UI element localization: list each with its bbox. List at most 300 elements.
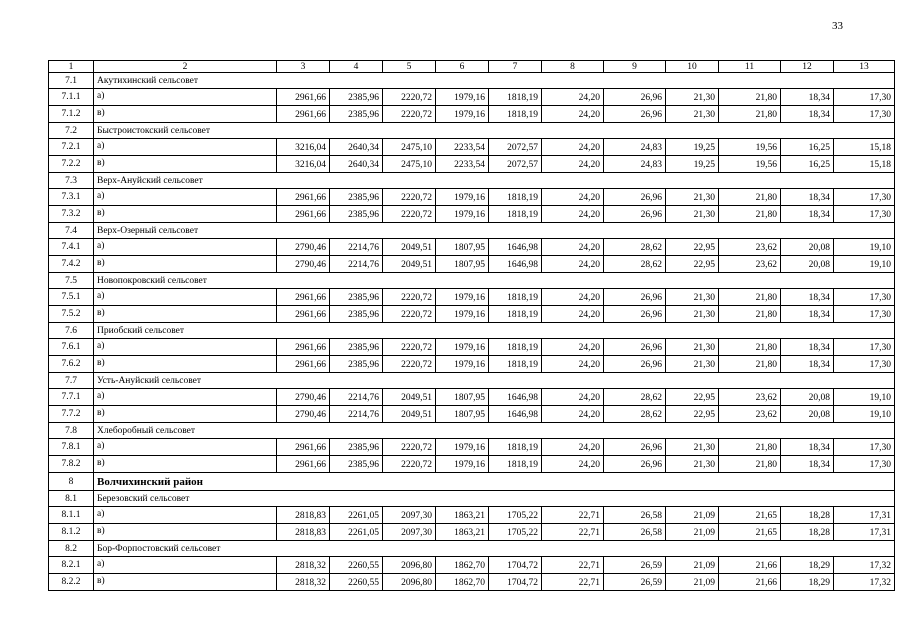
value-cell: 1818,19 (489, 289, 542, 306)
value-cell: 2961,66 (277, 89, 330, 106)
value-cell: 17,30 (834, 339, 895, 356)
table-row (49, 524, 895, 541)
value-cell: 2818,83 (277, 507, 330, 524)
table-row (49, 106, 895, 123)
district-row (49, 473, 895, 491)
table-row (49, 139, 895, 156)
section-name: Новопокровский сельсовет (94, 273, 895, 289)
value-cell: 2640,34 (330, 139, 383, 156)
value-cell: 17,31 (834, 524, 895, 541)
value-cell: 2961,66 (277, 189, 330, 206)
value-cell: 18,28 (781, 507, 834, 524)
value-cell: 2220,72 (383, 456, 436, 473)
section-row (49, 123, 895, 139)
row-code: 7.5.1 (49, 289, 94, 306)
value-cell: 2220,72 (383, 289, 436, 306)
table-row (49, 256, 895, 273)
value-cell: 2385,96 (330, 456, 383, 473)
value-cell: 2790,46 (277, 389, 330, 406)
value-cell: 21,09 (666, 557, 719, 574)
value-cell: 2818,32 (277, 574, 330, 591)
column-header: 6 (436, 61, 489, 73)
value-cell: 17,31 (834, 507, 895, 524)
value-cell: 24,20 (542, 456, 604, 473)
value-cell: 19,10 (834, 256, 895, 273)
value-cell: 1979,16 (436, 189, 489, 206)
value-cell: 26,58 (604, 507, 666, 524)
tariff-table (48, 60, 895, 591)
table-row (49, 456, 895, 473)
row-label: а) (94, 557, 277, 574)
row-code: 7.2.1 (49, 139, 94, 156)
row-code: 7.6.2 (49, 356, 94, 373)
row-label: в) (94, 306, 277, 323)
value-cell: 1818,19 (489, 356, 542, 373)
section-row (49, 173, 895, 189)
row-code: 7.1.2 (49, 106, 94, 123)
row-label: в) (94, 206, 277, 223)
value-cell: 18,34 (781, 289, 834, 306)
value-cell: 28,62 (604, 256, 666, 273)
section-name: Бор-Форпостовский сельсовет (94, 541, 895, 557)
value-cell: 24,20 (542, 89, 604, 106)
value-cell: 2961,66 (277, 106, 330, 123)
column-header: 1 (49, 61, 94, 73)
table-row (49, 507, 895, 524)
value-cell: 17,30 (834, 289, 895, 306)
table-row (49, 339, 895, 356)
value-cell: 21,80 (719, 206, 781, 223)
value-cell: 2096,80 (383, 574, 436, 591)
value-cell: 26,96 (604, 439, 666, 456)
row-code: 8.1.2 (49, 524, 94, 541)
row-label: а) (94, 289, 277, 306)
value-cell: 19,10 (834, 239, 895, 256)
value-cell: 2818,83 (277, 524, 330, 541)
value-cell: 22,95 (666, 256, 719, 273)
value-cell: 2260,55 (330, 557, 383, 574)
column-header: 7 (489, 61, 542, 73)
row-label: а) (94, 389, 277, 406)
value-cell: 21,30 (666, 306, 719, 323)
value-cell: 21,80 (719, 306, 781, 323)
value-cell: 1818,19 (489, 456, 542, 473)
value-cell: 21,80 (719, 439, 781, 456)
row-code: 7.8.1 (49, 439, 94, 456)
column-header: 12 (781, 61, 834, 73)
section-code: 7.4 (49, 223, 94, 239)
value-cell: 1807,95 (436, 406, 489, 423)
value-cell: 2961,66 (277, 306, 330, 323)
value-cell: 23,62 (719, 406, 781, 423)
row-label: в) (94, 456, 277, 473)
value-cell: 21,80 (719, 456, 781, 473)
value-cell: 23,62 (719, 256, 781, 273)
value-cell: 24,20 (542, 239, 604, 256)
table-row (49, 89, 895, 106)
value-cell: 2233,54 (436, 139, 489, 156)
value-cell: 28,62 (604, 239, 666, 256)
value-cell: 24,20 (542, 256, 604, 273)
section-name: Приобский сельсовет (94, 323, 895, 339)
value-cell: 24,20 (542, 339, 604, 356)
row-code: 7.3.1 (49, 189, 94, 206)
section-code: 7.3 (49, 173, 94, 189)
value-cell: 21,65 (719, 507, 781, 524)
value-cell: 2790,46 (277, 406, 330, 423)
section-code: 7.8 (49, 423, 94, 439)
value-cell: 22,95 (666, 389, 719, 406)
row-code: 7.4.1 (49, 239, 94, 256)
row-label: а) (94, 239, 277, 256)
value-cell: 22,71 (542, 557, 604, 574)
value-cell: 26,96 (604, 106, 666, 123)
value-cell: 3216,04 (277, 156, 330, 173)
value-cell: 2385,96 (330, 339, 383, 356)
value-cell: 21,80 (719, 89, 781, 106)
value-cell: 1979,16 (436, 106, 489, 123)
value-cell: 17,30 (834, 456, 895, 473)
value-cell: 23,62 (719, 239, 781, 256)
value-cell: 21,30 (666, 456, 719, 473)
value-cell: 26,58 (604, 524, 666, 541)
value-cell: 2790,46 (277, 256, 330, 273)
value-cell: 1818,19 (489, 206, 542, 223)
value-cell: 1979,16 (436, 289, 489, 306)
value-cell: 1705,22 (489, 507, 542, 524)
value-cell: 26,96 (604, 89, 666, 106)
value-cell: 21,30 (666, 289, 719, 306)
value-cell: 24,20 (542, 189, 604, 206)
value-cell: 17,32 (834, 557, 895, 574)
value-cell: 1646,98 (489, 239, 542, 256)
value-cell: 24,20 (542, 106, 604, 123)
value-cell: 24,20 (542, 306, 604, 323)
page-number: 33 (832, 20, 843, 32)
district-name: Волчихинский район (94, 473, 895, 491)
value-cell: 19,25 (666, 156, 719, 173)
section-code: 7.6 (49, 323, 94, 339)
value-cell: 26,96 (604, 356, 666, 373)
value-cell: 24,20 (542, 156, 604, 173)
row-label: а) (94, 339, 277, 356)
value-cell: 16,25 (781, 139, 834, 156)
value-cell: 28,62 (604, 389, 666, 406)
value-cell: 1807,95 (436, 389, 489, 406)
row-label: в) (94, 106, 277, 123)
value-cell: 1979,16 (436, 206, 489, 223)
value-cell: 1862,70 (436, 574, 489, 591)
value-cell: 22,95 (666, 406, 719, 423)
header-row (49, 61, 895, 73)
value-cell: 21,30 (666, 439, 719, 456)
value-cell: 22,95 (666, 239, 719, 256)
value-cell: 19,25 (666, 139, 719, 156)
value-cell: 24,83 (604, 156, 666, 173)
value-cell: 2233,54 (436, 156, 489, 173)
section-row (49, 423, 895, 439)
value-cell: 2385,96 (330, 189, 383, 206)
table-row (49, 406, 895, 423)
value-cell: 21,30 (666, 89, 719, 106)
table-row (49, 557, 895, 574)
row-code: 7.7.1 (49, 389, 94, 406)
row-code: 7.5.2 (49, 306, 94, 323)
value-cell: 2049,51 (383, 239, 436, 256)
value-cell: 2261,05 (330, 524, 383, 541)
value-cell: 24,20 (542, 389, 604, 406)
value-cell: 18,29 (781, 574, 834, 591)
row-label: а) (94, 89, 277, 106)
value-cell: 2220,72 (383, 106, 436, 123)
value-cell: 26,59 (604, 557, 666, 574)
value-cell: 21,30 (666, 356, 719, 373)
column-header: 3 (277, 61, 330, 73)
row-code: 7.3.2 (49, 206, 94, 223)
value-cell: 24,20 (542, 289, 604, 306)
value-cell: 1818,19 (489, 106, 542, 123)
value-cell: 1863,21 (436, 507, 489, 524)
value-cell: 1807,95 (436, 256, 489, 273)
value-cell: 1818,19 (489, 439, 542, 456)
row-label: в) (94, 406, 277, 423)
value-cell: 1979,16 (436, 356, 489, 373)
value-cell: 1818,19 (489, 189, 542, 206)
row-code: 8.2.2 (49, 574, 94, 591)
value-cell: 1818,19 (489, 89, 542, 106)
value-cell: 19,10 (834, 406, 895, 423)
value-cell: 2385,96 (330, 356, 383, 373)
value-cell: 26,96 (604, 456, 666, 473)
value-cell: 1704,72 (489, 557, 542, 574)
value-cell: 2220,72 (383, 356, 436, 373)
value-cell: 2097,30 (383, 524, 436, 541)
value-cell: 21,66 (719, 574, 781, 591)
value-cell: 19,10 (834, 389, 895, 406)
value-cell: 19,56 (719, 156, 781, 173)
value-cell: 18,34 (781, 439, 834, 456)
section-row (49, 491, 895, 507)
table-row (49, 189, 895, 206)
value-cell: 26,59 (604, 574, 666, 591)
table-row (49, 239, 895, 256)
value-cell: 2385,96 (330, 206, 383, 223)
value-cell: 2961,66 (277, 206, 330, 223)
value-cell: 2220,72 (383, 206, 436, 223)
value-cell: 1979,16 (436, 439, 489, 456)
value-cell: 2261,05 (330, 507, 383, 524)
value-cell: 2214,76 (330, 406, 383, 423)
value-cell: 17,32 (834, 574, 895, 591)
value-cell: 2220,72 (383, 439, 436, 456)
value-cell: 26,96 (604, 339, 666, 356)
value-cell: 2385,96 (330, 439, 383, 456)
value-cell: 3216,04 (277, 139, 330, 156)
value-cell: 2220,72 (383, 306, 436, 323)
value-cell: 21,80 (719, 189, 781, 206)
value-cell: 2961,66 (277, 439, 330, 456)
value-cell: 21,09 (666, 574, 719, 591)
section-row (49, 273, 895, 289)
value-cell: 15,18 (834, 139, 895, 156)
value-cell: 21,30 (666, 206, 719, 223)
value-cell: 24,20 (542, 139, 604, 156)
value-cell: 18,29 (781, 557, 834, 574)
value-cell: 2475,10 (383, 139, 436, 156)
row-code: 8.1.1 (49, 507, 94, 524)
column-header: 9 (604, 61, 666, 73)
column-header: 11 (719, 61, 781, 73)
value-cell: 17,30 (834, 189, 895, 206)
value-cell: 18,34 (781, 339, 834, 356)
row-code: 8.2.1 (49, 557, 94, 574)
value-cell: 1646,98 (489, 389, 542, 406)
row-code: 7.6.1 (49, 339, 94, 356)
value-cell: 1979,16 (436, 456, 489, 473)
value-cell: 2214,76 (330, 256, 383, 273)
section-code: 7.5 (49, 273, 94, 289)
row-code: 7.7.2 (49, 406, 94, 423)
value-cell: 2049,51 (383, 389, 436, 406)
value-cell: 21,30 (666, 189, 719, 206)
table-row (49, 206, 895, 223)
section-code: 8.1 (49, 491, 94, 507)
value-cell: 18,34 (781, 189, 834, 206)
row-code: 7.8.2 (49, 456, 94, 473)
value-cell: 2640,34 (330, 156, 383, 173)
section-name: Березовский сельсовет (94, 491, 895, 507)
row-label: в) (94, 574, 277, 591)
row-label: в) (94, 356, 277, 373)
value-cell: 24,20 (542, 356, 604, 373)
value-cell: 2049,51 (383, 256, 436, 273)
value-cell: 26,96 (604, 289, 666, 306)
section-row (49, 223, 895, 239)
value-cell: 20,08 (781, 406, 834, 423)
section-name: Усть-Ануйский сельсовет (94, 373, 895, 389)
value-cell: 1704,72 (489, 574, 542, 591)
value-cell: 21,30 (666, 106, 719, 123)
value-cell: 18,34 (781, 206, 834, 223)
value-cell: 17,30 (834, 356, 895, 373)
value-cell: 24,20 (542, 439, 604, 456)
section-code: 7.2 (49, 123, 94, 139)
column-header: 2 (94, 61, 277, 73)
value-cell: 21,65 (719, 524, 781, 541)
value-cell: 2961,66 (277, 456, 330, 473)
section-row (49, 73, 895, 89)
value-cell: 24,83 (604, 139, 666, 156)
value-cell: 17,30 (834, 439, 895, 456)
row-code: 7.1.1 (49, 89, 94, 106)
value-cell: 15,18 (834, 156, 895, 173)
value-cell: 1979,16 (436, 89, 489, 106)
row-code: 7.4.2 (49, 256, 94, 273)
value-cell: 20,08 (781, 389, 834, 406)
value-cell: 24,20 (542, 206, 604, 223)
value-cell: 21,66 (719, 557, 781, 574)
row-label: в) (94, 256, 277, 273)
section-code: 8 (49, 473, 94, 491)
value-cell: 2220,72 (383, 189, 436, 206)
value-cell: 19,56 (719, 139, 781, 156)
section-name: Быстроистокский сельсовет (94, 123, 895, 139)
value-cell: 18,34 (781, 106, 834, 123)
value-cell: 2220,72 (383, 339, 436, 356)
value-cell: 23,62 (719, 389, 781, 406)
value-cell: 2214,76 (330, 239, 383, 256)
row-label: в) (94, 524, 277, 541)
column-header: 4 (330, 61, 383, 73)
row-label: а) (94, 139, 277, 156)
section-name: Хлеборобный сельсовет (94, 423, 895, 439)
value-cell: 2220,72 (383, 89, 436, 106)
value-cell: 2385,96 (330, 106, 383, 123)
value-cell: 1818,19 (489, 306, 542, 323)
value-cell: 21,30 (666, 339, 719, 356)
value-cell: 1646,98 (489, 406, 542, 423)
value-cell: 18,34 (781, 89, 834, 106)
value-cell: 21,80 (719, 106, 781, 123)
table-row (49, 389, 895, 406)
section-name: Верх-Ануйский сельсовет (94, 173, 895, 189)
table-row (49, 289, 895, 306)
value-cell: 2072,57 (489, 139, 542, 156)
value-cell: 22,71 (542, 507, 604, 524)
row-label: а) (94, 507, 277, 524)
table-row (49, 306, 895, 323)
section-row (49, 323, 895, 339)
value-cell: 18,34 (781, 356, 834, 373)
value-cell: 17,30 (834, 206, 895, 223)
value-cell: 18,28 (781, 524, 834, 541)
value-cell: 21,09 (666, 524, 719, 541)
value-cell: 1818,19 (489, 339, 542, 356)
value-cell: 2214,76 (330, 389, 383, 406)
section-code: 8.2 (49, 541, 94, 557)
value-cell: 20,08 (781, 256, 834, 273)
value-cell: 28,62 (604, 406, 666, 423)
row-label: а) (94, 189, 277, 206)
value-cell: 2049,51 (383, 406, 436, 423)
value-cell: 1705,22 (489, 524, 542, 541)
value-cell: 2961,66 (277, 356, 330, 373)
section-name: Акутихинский сельсовет (94, 73, 895, 89)
value-cell: 2385,96 (330, 306, 383, 323)
value-cell: 2818,32 (277, 557, 330, 574)
value-cell: 2096,80 (383, 557, 436, 574)
value-cell: 2072,57 (489, 156, 542, 173)
value-cell: 20,08 (781, 239, 834, 256)
value-cell: 18,34 (781, 306, 834, 323)
value-cell: 22,71 (542, 524, 604, 541)
column-header: 5 (383, 61, 436, 73)
value-cell: 2961,66 (277, 289, 330, 306)
value-cell: 2475,10 (383, 156, 436, 173)
value-cell: 24,20 (542, 406, 604, 423)
value-cell: 26,96 (604, 189, 666, 206)
row-label: в) (94, 156, 277, 173)
table-row (49, 574, 895, 591)
value-cell: 2385,96 (330, 289, 383, 306)
value-cell: 21,80 (719, 356, 781, 373)
value-cell: 1979,16 (436, 306, 489, 323)
value-cell: 2097,30 (383, 507, 436, 524)
section-row (49, 541, 895, 557)
value-cell: 18,34 (781, 456, 834, 473)
value-cell: 17,30 (834, 106, 895, 123)
value-cell: 26,96 (604, 206, 666, 223)
